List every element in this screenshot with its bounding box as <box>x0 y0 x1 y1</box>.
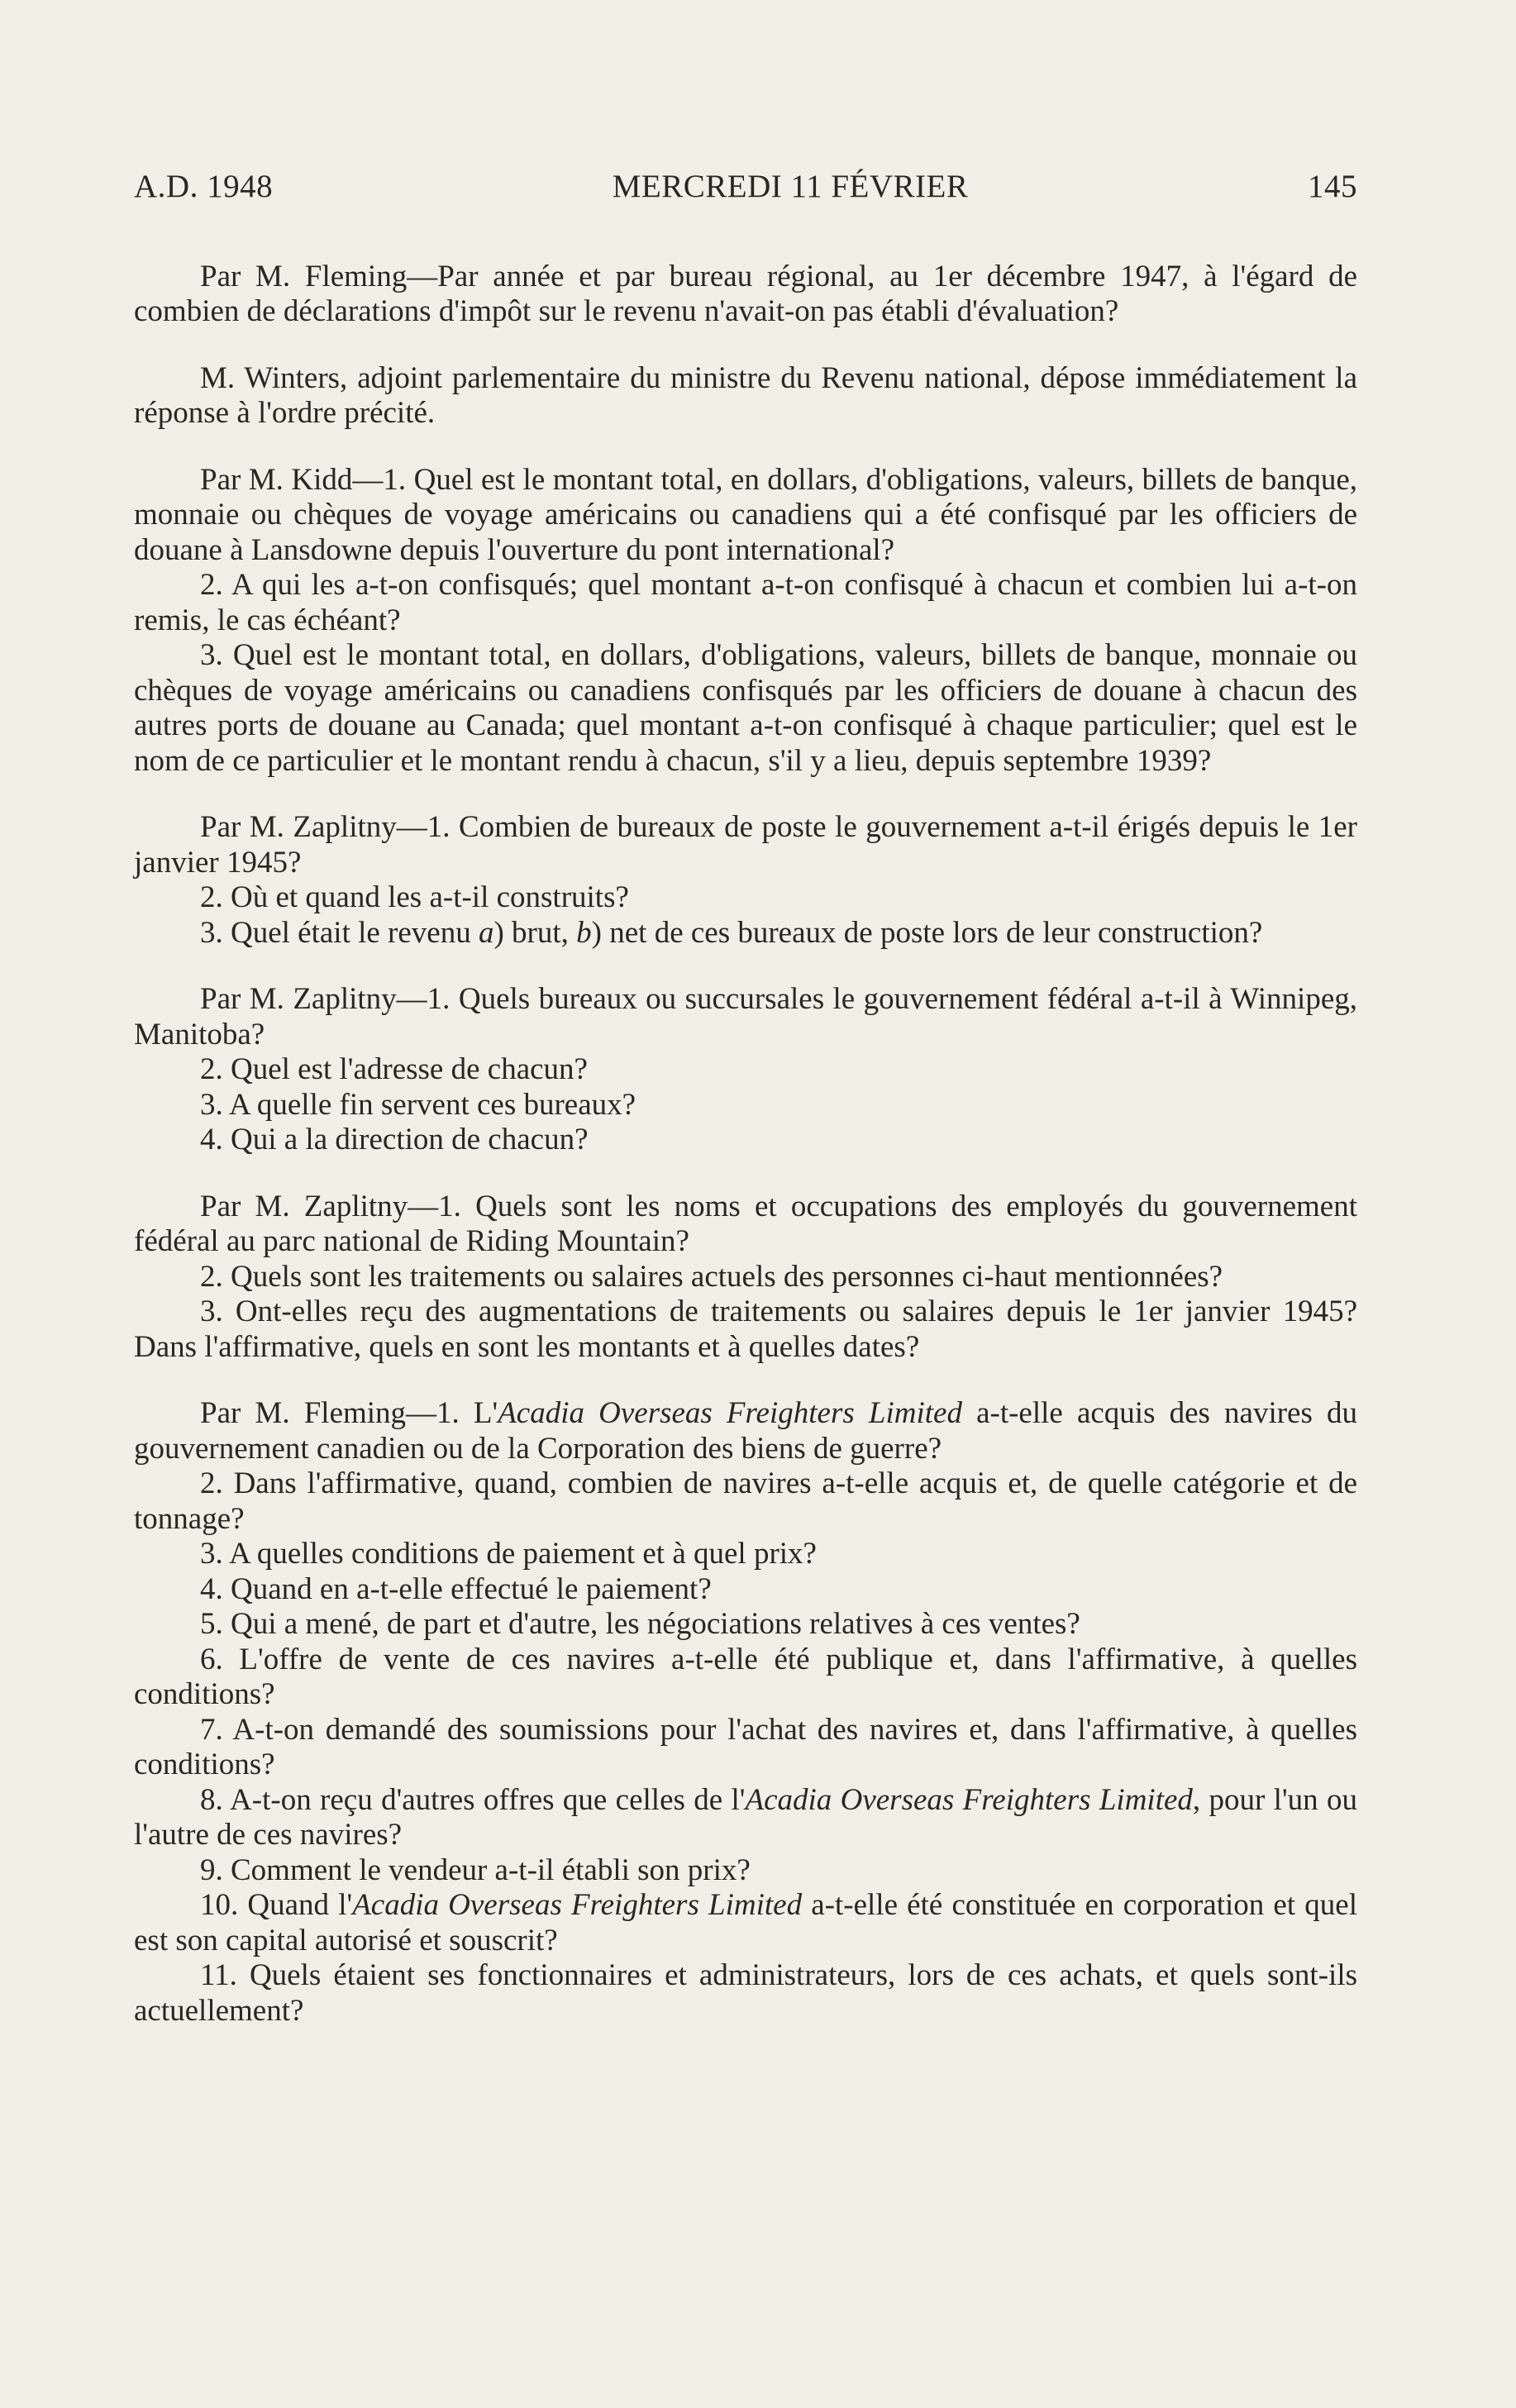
text-run: 3. A quelle fin servent ces bureaux? <box>200 1087 636 1122</box>
italic-text-run: b <box>576 915 592 950</box>
question-item <box>134 1713 1357 1783</box>
text-run: Par M. Zaplitny—1. Quels bureaux ou succursales le gouvernement fédéral a-t-il à Winnipeg, Manitoba? <box>134 982 1357 1051</box>
body-text <box>134 260 1357 2029</box>
question-block <box>134 1190 1357 1366</box>
text-run: 2. Dans l'affirmative, quand, combien de navires a-t-elle acquis et, de quelle catégorie et de tonnage? <box>134 1466 1357 1536</box>
italic-text-run: Acadia Overseas Freighters Limited <box>352 1888 803 1922</box>
text-run: 9. Comment le vendeur a-t-il établi son prix? <box>200 1852 751 1887</box>
question-item <box>134 1958 1357 2029</box>
text-run: 2. Quels sont les traitements ou salaires actuels des personnes ci-haut mentionnées? <box>200 1259 1223 1294</box>
header-date: MERCREDI 11 FÉVRIER <box>612 169 969 204</box>
text-run: 2. Où et quand les a-t-il construits? <box>200 880 629 914</box>
question-block <box>134 463 1357 780</box>
text-run: 4. Quand en a-t-elle effectué le paiement? <box>200 1571 712 1606</box>
question-item <box>134 1572 1357 1608</box>
question-intro-paragraph <box>134 260 1357 330</box>
question-item <box>134 1853 1357 1889</box>
text-run: 2. Quel est l'adresse de chacun? <box>200 1052 588 1086</box>
text-run: 3. Ont-elles reçu des augmentations de traitements ou salaires depuis le 1er janvier 1945? Dans l'affirmative, quels en sont les montants et à quelles dates? <box>134 1295 1357 1364</box>
header-year: A.D. 1948 <box>134 169 274 204</box>
text-run: a-t-elle été constituée en corporation et quel est son capital autorisé et souscrit? <box>134 1888 1357 1957</box>
question-item <box>134 1607 1357 1643</box>
question-item <box>134 1295 1357 1365</box>
text-run: Par M. Kidd—1. Quel est le montant total, en dollars, d'obligations, valeurs, billets de banque, monnaie ou chèques de voyage américains ou canadiens qui a été confisqué par les officiers de douane à Lansdowne depuis l'ouverture du pont international? <box>134 462 1357 567</box>
question-intro-paragraph <box>134 361 1357 432</box>
text-run: ) brut, <box>493 915 577 950</box>
question-intro-paragraph <box>134 810 1357 880</box>
question-block <box>134 810 1357 951</box>
text-run: Par M. Fleming—Par année et par bureau régional, au 1er décembre 1947, à l'égard de combien de déclarations d'impôt sur le revenu n'avait-on pas établi d'évaluation? <box>134 259 1357 328</box>
question-intro-paragraph <box>134 463 1357 569</box>
question-item <box>134 1260 1357 1295</box>
italic-text-run: Acadia Overseas Freighters Limited <box>745 1782 1193 1817</box>
question-item <box>134 1123 1357 1158</box>
text-run: a-t-elle acquis des navires du gouvernement canadien ou de la Corporation des biens de guerre? <box>134 1396 1357 1466</box>
question-item <box>134 1088 1357 1123</box>
question-item <box>134 1888 1357 1958</box>
question-block <box>134 982 1357 1158</box>
text-run: 3. A quelles conditions de paiement et à quel prix? <box>200 1537 817 1571</box>
question-block <box>134 361 1357 432</box>
italic-text-run: a <box>478 915 494 950</box>
text-run: 10. Quand l' <box>200 1888 353 1922</box>
question-item <box>134 1783 1357 1853</box>
question-item <box>134 1643 1357 1713</box>
question-item <box>134 1466 1357 1537</box>
text-run: Par M. Zaplitny—1. Combien de bureaux de poste le gouvernement a-t-il érigés depuis le 1er janvier 1945? <box>134 810 1357 880</box>
italic-text-run: Acadia Overseas Freighters Limited <box>498 1396 962 1430</box>
question-intro-paragraph <box>134 1190 1357 1260</box>
text-run: 3. Quel était le revenu <box>200 915 479 950</box>
text-run: Par M. Fleming—1. L' <box>200 1396 498 1430</box>
journal-page <box>134 169 1357 2060</box>
text-run: , pour l'un ou l'autre de ces navires? <box>134 1782 1357 1852</box>
text-run: 5. Qui a mené, de part et d'autre, les négociations relatives à ces ventes? <box>200 1607 1080 1641</box>
question-item <box>134 638 1357 779</box>
question-item <box>134 880 1357 916</box>
text-run: 11. Quels étaient ses fonctionnaires et administrateurs, lors de ces achats, et quels sont-ils actuellement? <box>134 1958 1357 2028</box>
question-block <box>134 1396 1357 2029</box>
text-run: ) net de ces bureaux de poste lors de leur construction? <box>591 915 1263 950</box>
question-intro-paragraph <box>134 1396 1357 1466</box>
text-run: Par M. Zaplitny—1. Quels sont les noms et occupations des employés du gouvernement fédéral au parc national de Riding Mountain? <box>134 1189 1357 1258</box>
text-run: 2. A qui les a-t-on confisqués; quel montant a-t-on confisqué à chacun et combien lui a-t-on remis, le cas échéant? <box>134 568 1357 637</box>
text-run: M. Winters, adjoint parlementaire du ministre du Revenu national, dépose immédiatement la réponse à l'ordre précité. <box>134 360 1357 430</box>
text-run: 8. A-t-on reçu d'autres offres que celles de l' <box>200 1782 746 1817</box>
text-run: 6. L'offre de vente de ces navires a-t-elle été publique et, dans l'affirmative, à quelles conditions? <box>134 1642 1357 1711</box>
page-header <box>134 169 1357 205</box>
question-item <box>134 1052 1357 1088</box>
text-run: 4. Qui a la direction de chacun? <box>200 1123 589 1156</box>
text-run: 7. A-t-on demandé des soumissions pour l'achat des navires et, dans l'affirmative, à quelles conditions? <box>134 1712 1357 1781</box>
question-item <box>134 916 1357 951</box>
question-block <box>134 260 1357 330</box>
question-item <box>134 568 1357 638</box>
question-intro-paragraph <box>134 982 1357 1052</box>
page-number: 145 <box>1307 169 1357 204</box>
question-item <box>134 1537 1357 1572</box>
text-run: 3. Quel est le montant total, en dollars, d'obligations, valeurs, billets de banque, monnaie ou chèques de voyage américains ou canadiens confisqués par les officiers de douane à chacun des autres ports de douane au Canada; quel montant a-t-on confisqué à chaque particulier; quel est le nom de ce particulier et le montant rendu à chacun, s'il y a lieu, depuis septembre 1939? <box>134 638 1357 778</box>
